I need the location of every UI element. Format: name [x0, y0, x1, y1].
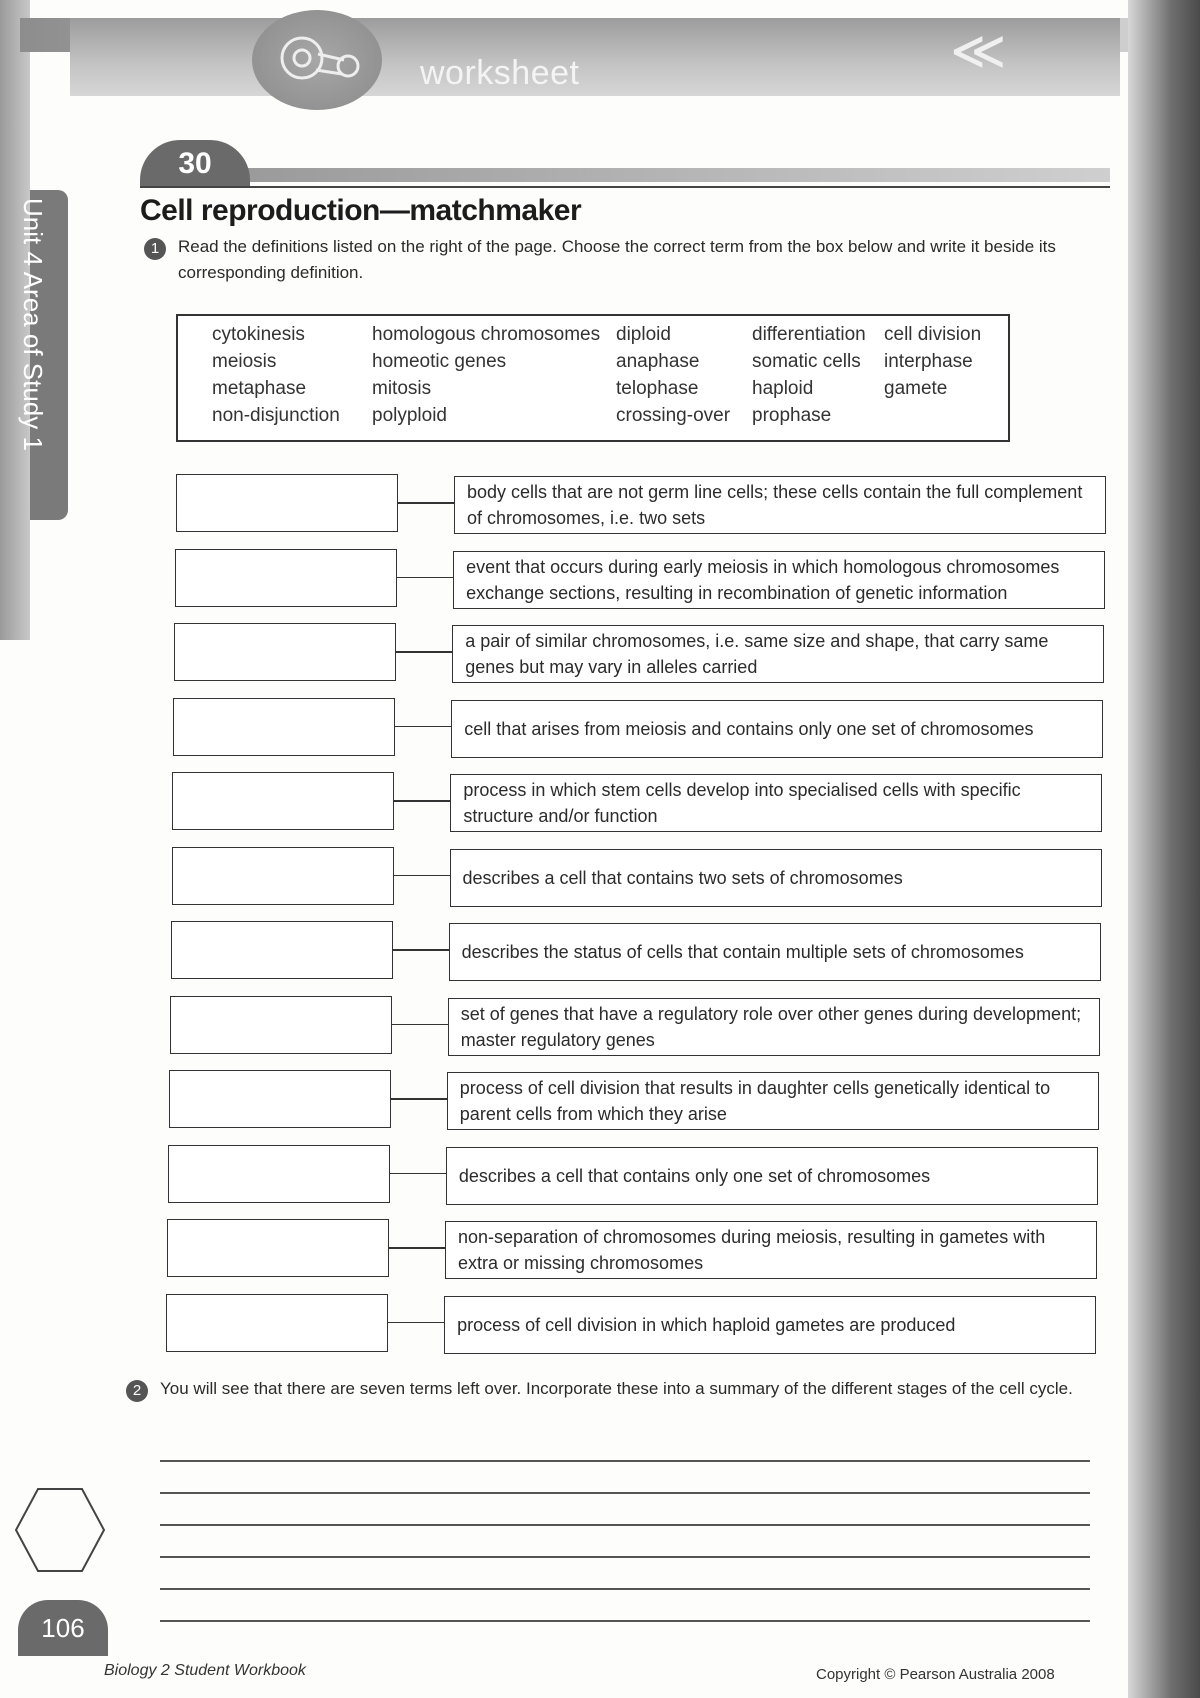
side-tab-label: Unit 4 Area of Study 1	[18, 198, 48, 451]
term-item: polyploid	[372, 405, 447, 426]
definition-box	[450, 849, 1102, 907]
answer-box[interactable]	[174, 623, 396, 681]
term-item: anaphase	[616, 351, 700, 372]
definition-text: set of genes that have a regulatory role over other genes during development; master regulatory genes	[460, 1003, 1082, 1050]
connector-line	[398, 502, 454, 504]
term-item: cytokinesis	[212, 324, 305, 345]
chevron-left-icon: ≪	[950, 21, 1007, 81]
definition-box	[453, 551, 1105, 609]
definition-text: describes a cell that contains only one set of chromosomes	[458, 1165, 931, 1186]
term-item: crossing-over	[616, 405, 731, 426]
term-item: haploid	[752, 378, 814, 399]
definition-box	[444, 1296, 1096, 1354]
term-item: homeotic genes	[372, 351, 507, 372]
definition-text: process of cell division that results in daughter cells genetically identical to parent cells from which they arise	[459, 1078, 1051, 1124]
definition-text: cell that arises from meiosis and contains only one set of chromosomes	[464, 718, 1034, 739]
copyright: Copyright © Pearson Australia 2008	[816, 1666, 1055, 1683]
term-item: diploid	[616, 324, 671, 345]
connector-line	[392, 1024, 448, 1026]
connector-line	[389, 1247, 445, 1249]
definition-text: a pair of similar chromosomes, i.e. same size and shape, that carry same genes but may vary in alleles carried	[465, 631, 1049, 677]
answer-box[interactable]	[166, 1294, 388, 1352]
definition-text: process in which stem cells develop into specialised cells with specific structure and/or function	[463, 780, 1021, 826]
answer-line[interactable]	[160, 1492, 1090, 1494]
definition-text: process of cell division in which haploid gametes are produced	[457, 1314, 956, 1335]
connector-line	[388, 1322, 444, 1324]
connector-line	[395, 726, 451, 728]
answer-line[interactable]	[160, 1620, 1090, 1622]
book-title: Biology 2 Student Workbook	[104, 1662, 306, 1679]
term-item: gamete	[884, 378, 948, 399]
answer-box[interactable]	[175, 549, 397, 607]
answer-line[interactable]	[160, 1524, 1090, 1526]
definition-text: non-separation of chromosomes during meiosis, resulting in gametes with extra or missing chromosomes	[458, 1227, 1046, 1273]
term-item: somatic cells	[752, 351, 861, 372]
answer-box[interactable]	[172, 772, 394, 830]
worksheet-number: 30	[140, 140, 250, 186]
header-title: worksheet	[420, 54, 580, 92]
term-item: metaphase	[212, 378, 307, 399]
title-underline	[140, 186, 1110, 188]
term-item: non-disjunction	[212, 405, 340, 426]
term-item: prophase	[752, 405, 832, 426]
title-rule	[240, 168, 1110, 182]
answer-box[interactable]	[176, 474, 398, 532]
answer-box[interactable]	[171, 921, 393, 979]
question-2-number: 2	[126, 1380, 148, 1402]
question-1-text: Read the definitions listed on the right of the page. Choose the correct term from the box below and write it beside its corresponding definition.	[178, 237, 1056, 282]
definition-text: body cells that are not germ line cells; these cells contain the full complement of chromosomes, i.e. two sets	[467, 482, 1083, 528]
connector-line	[397, 577, 453, 579]
question-2-text: You will see that there are seven terms left over. Incorporate these into a summary of the different stages of the cell cycle.	[160, 1379, 1073, 1398]
definition-box	[448, 998, 1100, 1056]
connector-line	[396, 651, 452, 653]
definition-box	[454, 476, 1106, 534]
definition-box	[445, 1221, 1097, 1279]
term-item: mitosis	[372, 378, 432, 399]
page-number: 106	[18, 1600, 108, 1656]
page-fold-shadow	[1128, 0, 1200, 1698]
definition-box	[452, 625, 1104, 683]
definition-box	[450, 774, 1102, 832]
definition-text: event that occurs during early meiosis in which homologous chromosomes exchange sections, resulting in recombination of genetic information	[466, 556, 1060, 603]
term-item: homologous chromosomes	[372, 324, 601, 345]
answer-box[interactable]	[169, 1070, 391, 1128]
term-item: telophase	[616, 378, 699, 399]
term-item: differentiation	[752, 324, 866, 345]
answer-box[interactable]	[172, 847, 394, 905]
definition-text: describes a cell that contains two sets of chromosomes	[462, 867, 903, 888]
page-title: Cell reproduction—matchmaker	[140, 194, 582, 227]
answer-line[interactable]	[160, 1588, 1090, 1590]
term-item: meiosis	[212, 351, 277, 372]
definition-box	[447, 1072, 1099, 1130]
hexagon-icon	[10, 1485, 110, 1575]
answer-box[interactable]	[170, 996, 392, 1054]
answer-line[interactable]	[160, 1460, 1090, 1462]
gear-icon	[252, 10, 382, 110]
connector-line	[390, 1173, 446, 1175]
connector-line	[394, 800, 450, 802]
connector-line	[394, 875, 450, 877]
definition-box	[449, 923, 1101, 981]
definition-box	[451, 700, 1103, 758]
answer-line[interactable]	[160, 1556, 1090, 1558]
definition-text: describes the status of cells that contain multiple sets of chromosomes	[461, 942, 1024, 962]
connector-line	[391, 1098, 447, 1100]
connector-line	[393, 949, 449, 951]
question-1-number: 1	[144, 238, 166, 260]
answer-box[interactable]	[168, 1145, 390, 1203]
term-item: cell division	[884, 324, 982, 345]
answer-box[interactable]	[167, 1219, 389, 1277]
term-box	[176, 314, 1010, 442]
term-item: interphase	[884, 351, 973, 372]
answer-box[interactable]	[173, 698, 395, 756]
definition-box	[446, 1147, 1098, 1205]
